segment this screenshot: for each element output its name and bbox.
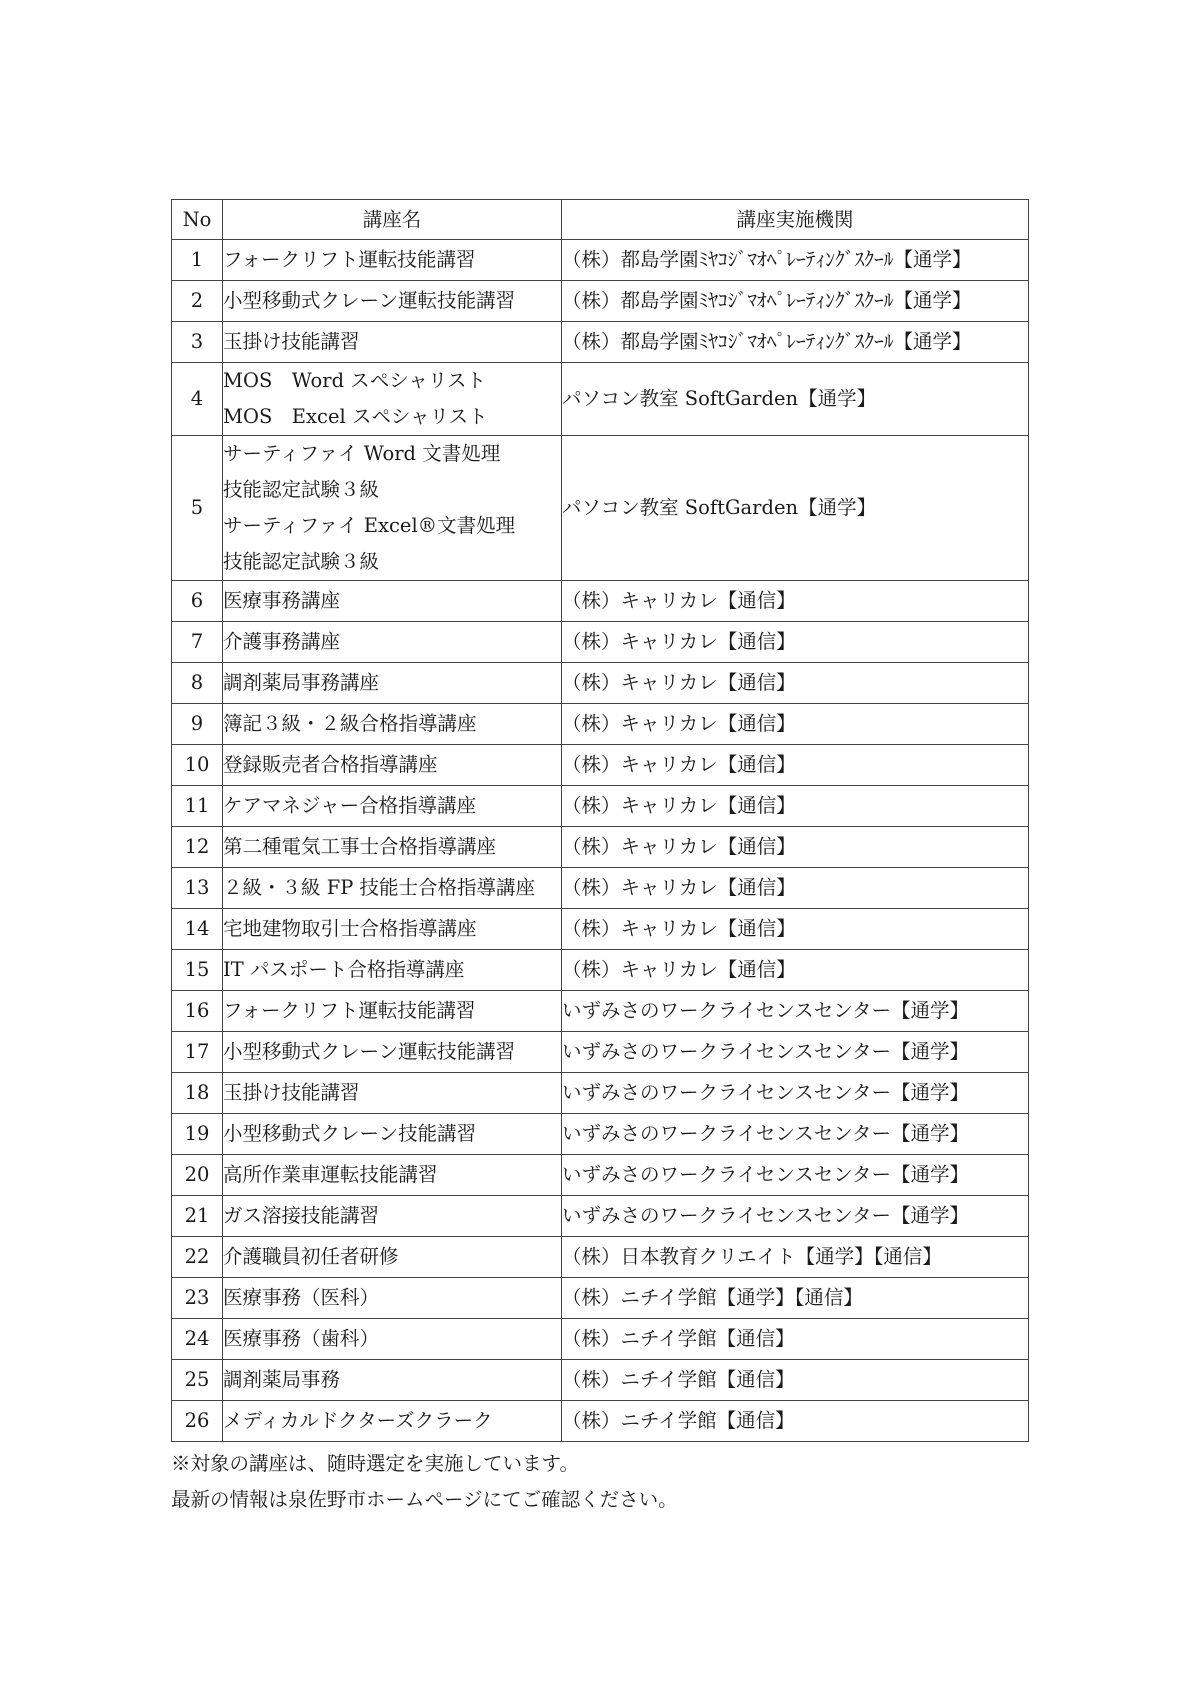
institution-cell: （株）キャリカレ【通信】: [562, 704, 1029, 745]
course-name: 調剤薬局事務講座: [223, 671, 380, 694]
course-name-cell: [223, 827, 562, 868]
table-row: [172, 1073, 1029, 1114]
course-table: [171, 199, 1029, 1442]
institution-cell: （株）キャリカレ【通信】: [562, 622, 1029, 663]
institution-cell: （株）ニチイ学館【通信】: [562, 1401, 1029, 1442]
course-name: 医療事務（歯科）: [223, 1327, 380, 1350]
table-row: [172, 1196, 1029, 1237]
course-name: 医療事務（医科）: [223, 1286, 380, 1309]
course-name: サーティファイ Word 文書処理: [223, 442, 501, 465]
table-row: [172, 363, 1029, 436]
course-name: 小型移動式クレーン運転技能講習: [223, 289, 516, 312]
table-row: [172, 786, 1029, 827]
course-name-cell: [223, 1237, 562, 1278]
row-number: 1: [172, 240, 223, 281]
institution-cell: （株）キャリカレ【通信】: [562, 581, 1029, 622]
institution-cell: パソコン教室 SoftGarden【通学】: [562, 436, 1029, 581]
row-number: 21: [172, 1196, 223, 1237]
row-number: 19: [172, 1114, 223, 1155]
course-name-cell: [223, 868, 562, 909]
row-number: 7: [172, 622, 223, 663]
institution-cell: （株）キャリカレ【通信】: [562, 950, 1029, 991]
table-row: [172, 240, 1029, 281]
table-body: [172, 240, 1029, 1442]
row-number: 11: [172, 786, 223, 827]
course-name-cell: [223, 950, 562, 991]
course-name: 小型移動式クレーン運転技能講習: [223, 1040, 516, 1063]
institution-cell: （株）キャリカレ【通信】: [562, 786, 1029, 827]
course-name: 介護職員初任者研修: [223, 1245, 399, 1268]
course-name-cell: [223, 363, 562, 436]
course-name: 医療事務講座: [223, 589, 341, 612]
course-name-cell: [223, 909, 562, 950]
institution-cell: いずみさのワークライセンスセンター【通学】: [562, 1196, 1029, 1237]
course-name: ケアマネジャー合格指導講座: [223, 794, 477, 817]
table-row: [172, 581, 1029, 622]
course-name-cell: [223, 991, 562, 1032]
table-row: [172, 281, 1029, 322]
institution-cell: いずみさのワークライセンスセンター【通学】: [562, 1155, 1029, 1196]
table-row: [172, 322, 1029, 363]
header-course-name: 講座名: [223, 200, 562, 240]
course-name-cell: [223, 281, 562, 322]
row-number: 16: [172, 991, 223, 1032]
row-number: 6: [172, 581, 223, 622]
course-name: 簿記３級・２級合格指導講座: [223, 712, 477, 735]
row-number: 9: [172, 704, 223, 745]
row-number: 4: [172, 363, 223, 436]
course-name: 高所作業車運転技能講習: [223, 1163, 438, 1186]
footnote-line: ※対象の講座は、随時選定を実施しています。: [171, 1452, 579, 1475]
course-name: フォークリフト運転技能講習: [223, 999, 476, 1022]
row-number: 13: [172, 868, 223, 909]
course-name: メディカルドクターズクラーク: [223, 1409, 493, 1432]
table-row: [172, 622, 1029, 663]
table-row: [172, 1155, 1029, 1196]
table-row: [172, 1360, 1029, 1401]
table-row: [172, 663, 1029, 704]
course-name: 玉掛け技能講習: [223, 1081, 360, 1104]
row-number: 2: [172, 281, 223, 322]
course-name-cell: [223, 1114, 562, 1155]
course-name: MOS Excel スペシャリスト: [223, 405, 488, 428]
table-row: [172, 909, 1029, 950]
row-number: 12: [172, 827, 223, 868]
table-row: [172, 950, 1029, 991]
course-name: 技能認定試験３級: [223, 478, 380, 501]
institution-cell: （株）日本教育クリエイト【通学】【通信】: [562, 1237, 1029, 1278]
row-number: 24: [172, 1319, 223, 1360]
row-number: 22: [172, 1237, 223, 1278]
row-number: 15: [172, 950, 223, 991]
course-name-cell: [223, 322, 562, 363]
institution-cell: （株）キャリカレ【通信】: [562, 827, 1029, 868]
table-row: [172, 827, 1029, 868]
course-name: サーティファイ Excel®文書処理: [223, 514, 516, 537]
header-row: [172, 200, 1029, 240]
course-name-cell: [223, 1073, 562, 1114]
course-name: MOS Word スペシャリスト: [223, 369, 486, 392]
institution-cell: （株）キャリカレ【通信】: [562, 868, 1029, 909]
row-number: 8: [172, 663, 223, 704]
table-row: [172, 1401, 1029, 1442]
institution-cell: いずみさのワークライセンスセンター【通学】: [562, 1114, 1029, 1155]
table-row: [172, 1237, 1029, 1278]
institution-cell: （株）ニチイ学館【通学】【通信】: [562, 1278, 1029, 1319]
course-name: 技能認定試験３級: [223, 550, 380, 573]
course-name-cell: [223, 1401, 562, 1442]
institution-cell: いずみさのワークライセンスセンター【通学】: [562, 1073, 1029, 1114]
row-number: 5: [172, 436, 223, 581]
table-row: [172, 1114, 1029, 1155]
table-row: [172, 745, 1029, 786]
institution-cell: （株）ニチイ学館【通信】: [562, 1360, 1029, 1401]
institution-cell: （株）キャリカレ【通信】: [562, 663, 1029, 704]
row-number: 14: [172, 909, 223, 950]
footnote-line: 最新の情報は泉佐野市ホームページにてご確認ください。: [171, 1488, 678, 1511]
course-name: 小型移動式クレーン技能講習: [223, 1122, 477, 1145]
institution-cell: （株）キャリカレ【通信】: [562, 909, 1029, 950]
institution-cell: （株）都島学園ﾐﾔｺｼﾞﾏｵﾍﾟﾚｰﾃｨﾝｸﾞｽｸｰﾙ【通学】: [562, 322, 1029, 363]
header-no: No: [172, 200, 223, 240]
course-name: IT パスポート合格指導講座: [223, 958, 465, 981]
institution-cell: パソコン教室 SoftGarden【通学】: [562, 363, 1029, 436]
course-name: 介護事務講座: [223, 630, 341, 653]
course-name-cell: [223, 581, 562, 622]
course-name-cell: [223, 1360, 562, 1401]
institution-cell: いずみさのワークライセンスセンター【通学】: [562, 1032, 1029, 1073]
course-name: 登録販売者合格指導講座: [223, 753, 438, 776]
course-name-cell: [223, 240, 562, 281]
course-name-cell: [223, 704, 562, 745]
course-name: 第二種電気工事士合格指導講座: [223, 835, 497, 858]
course-name: ガス溶接技能講習: [223, 1204, 380, 1227]
course-name-cell: [223, 1155, 562, 1196]
course-name-cell: [223, 663, 562, 704]
course-name-cell: [223, 1319, 562, 1360]
table-row: [172, 868, 1029, 909]
institution-cell: （株）キャリカレ【通信】: [562, 745, 1029, 786]
table-row: [172, 991, 1029, 1032]
institution-cell: いずみさのワークライセンスセンター【通学】: [562, 991, 1029, 1032]
institution-cell: （株）ニチイ学館【通信】: [562, 1319, 1029, 1360]
course-name: フォークリフト運転技能講習: [223, 248, 476, 271]
footnotes: [171, 1446, 678, 1518]
course-name-cell: [223, 622, 562, 663]
row-number: 26: [172, 1401, 223, 1442]
row-number: 10: [172, 745, 223, 786]
row-number: 18: [172, 1073, 223, 1114]
course-name-cell: [223, 1196, 562, 1237]
course-name: 調剤薬局事務: [223, 1368, 341, 1391]
table-row: [172, 1278, 1029, 1319]
row-number: 3: [172, 322, 223, 363]
institution-cell: （株）都島学園ﾐﾔｺｼﾞﾏｵﾍﾟﾚｰﾃｨﾝｸﾞｽｸｰﾙ【通学】: [562, 281, 1029, 322]
course-name-cell: [223, 745, 562, 786]
course-name-cell: [223, 1278, 562, 1319]
institution-cell: （株）都島学園ﾐﾔｺｼﾞﾏｵﾍﾟﾚｰﾃｨﾝｸﾞｽｸｰﾙ【通学】: [562, 240, 1029, 281]
table-row: [172, 704, 1029, 745]
course-name-cell: [223, 436, 562, 581]
course-name-cell: [223, 1032, 562, 1073]
table-row: [172, 436, 1029, 581]
row-number: 25: [172, 1360, 223, 1401]
course-name-cell: [223, 786, 562, 827]
course-name: 玉掛け技能講習: [223, 330, 360, 353]
row-number: 20: [172, 1155, 223, 1196]
table-row: [172, 1319, 1029, 1360]
row-number: 17: [172, 1032, 223, 1073]
header-institution: 講座実施機関: [562, 200, 1029, 240]
table-header: [172, 200, 1029, 240]
row-number: 23: [172, 1278, 223, 1319]
table-row: [172, 1032, 1029, 1073]
course-name: 宅地建物取引士合格指導講座: [223, 917, 477, 940]
course-name: ２級・３級 FP 技能士合格指導講座: [223, 876, 536, 899]
